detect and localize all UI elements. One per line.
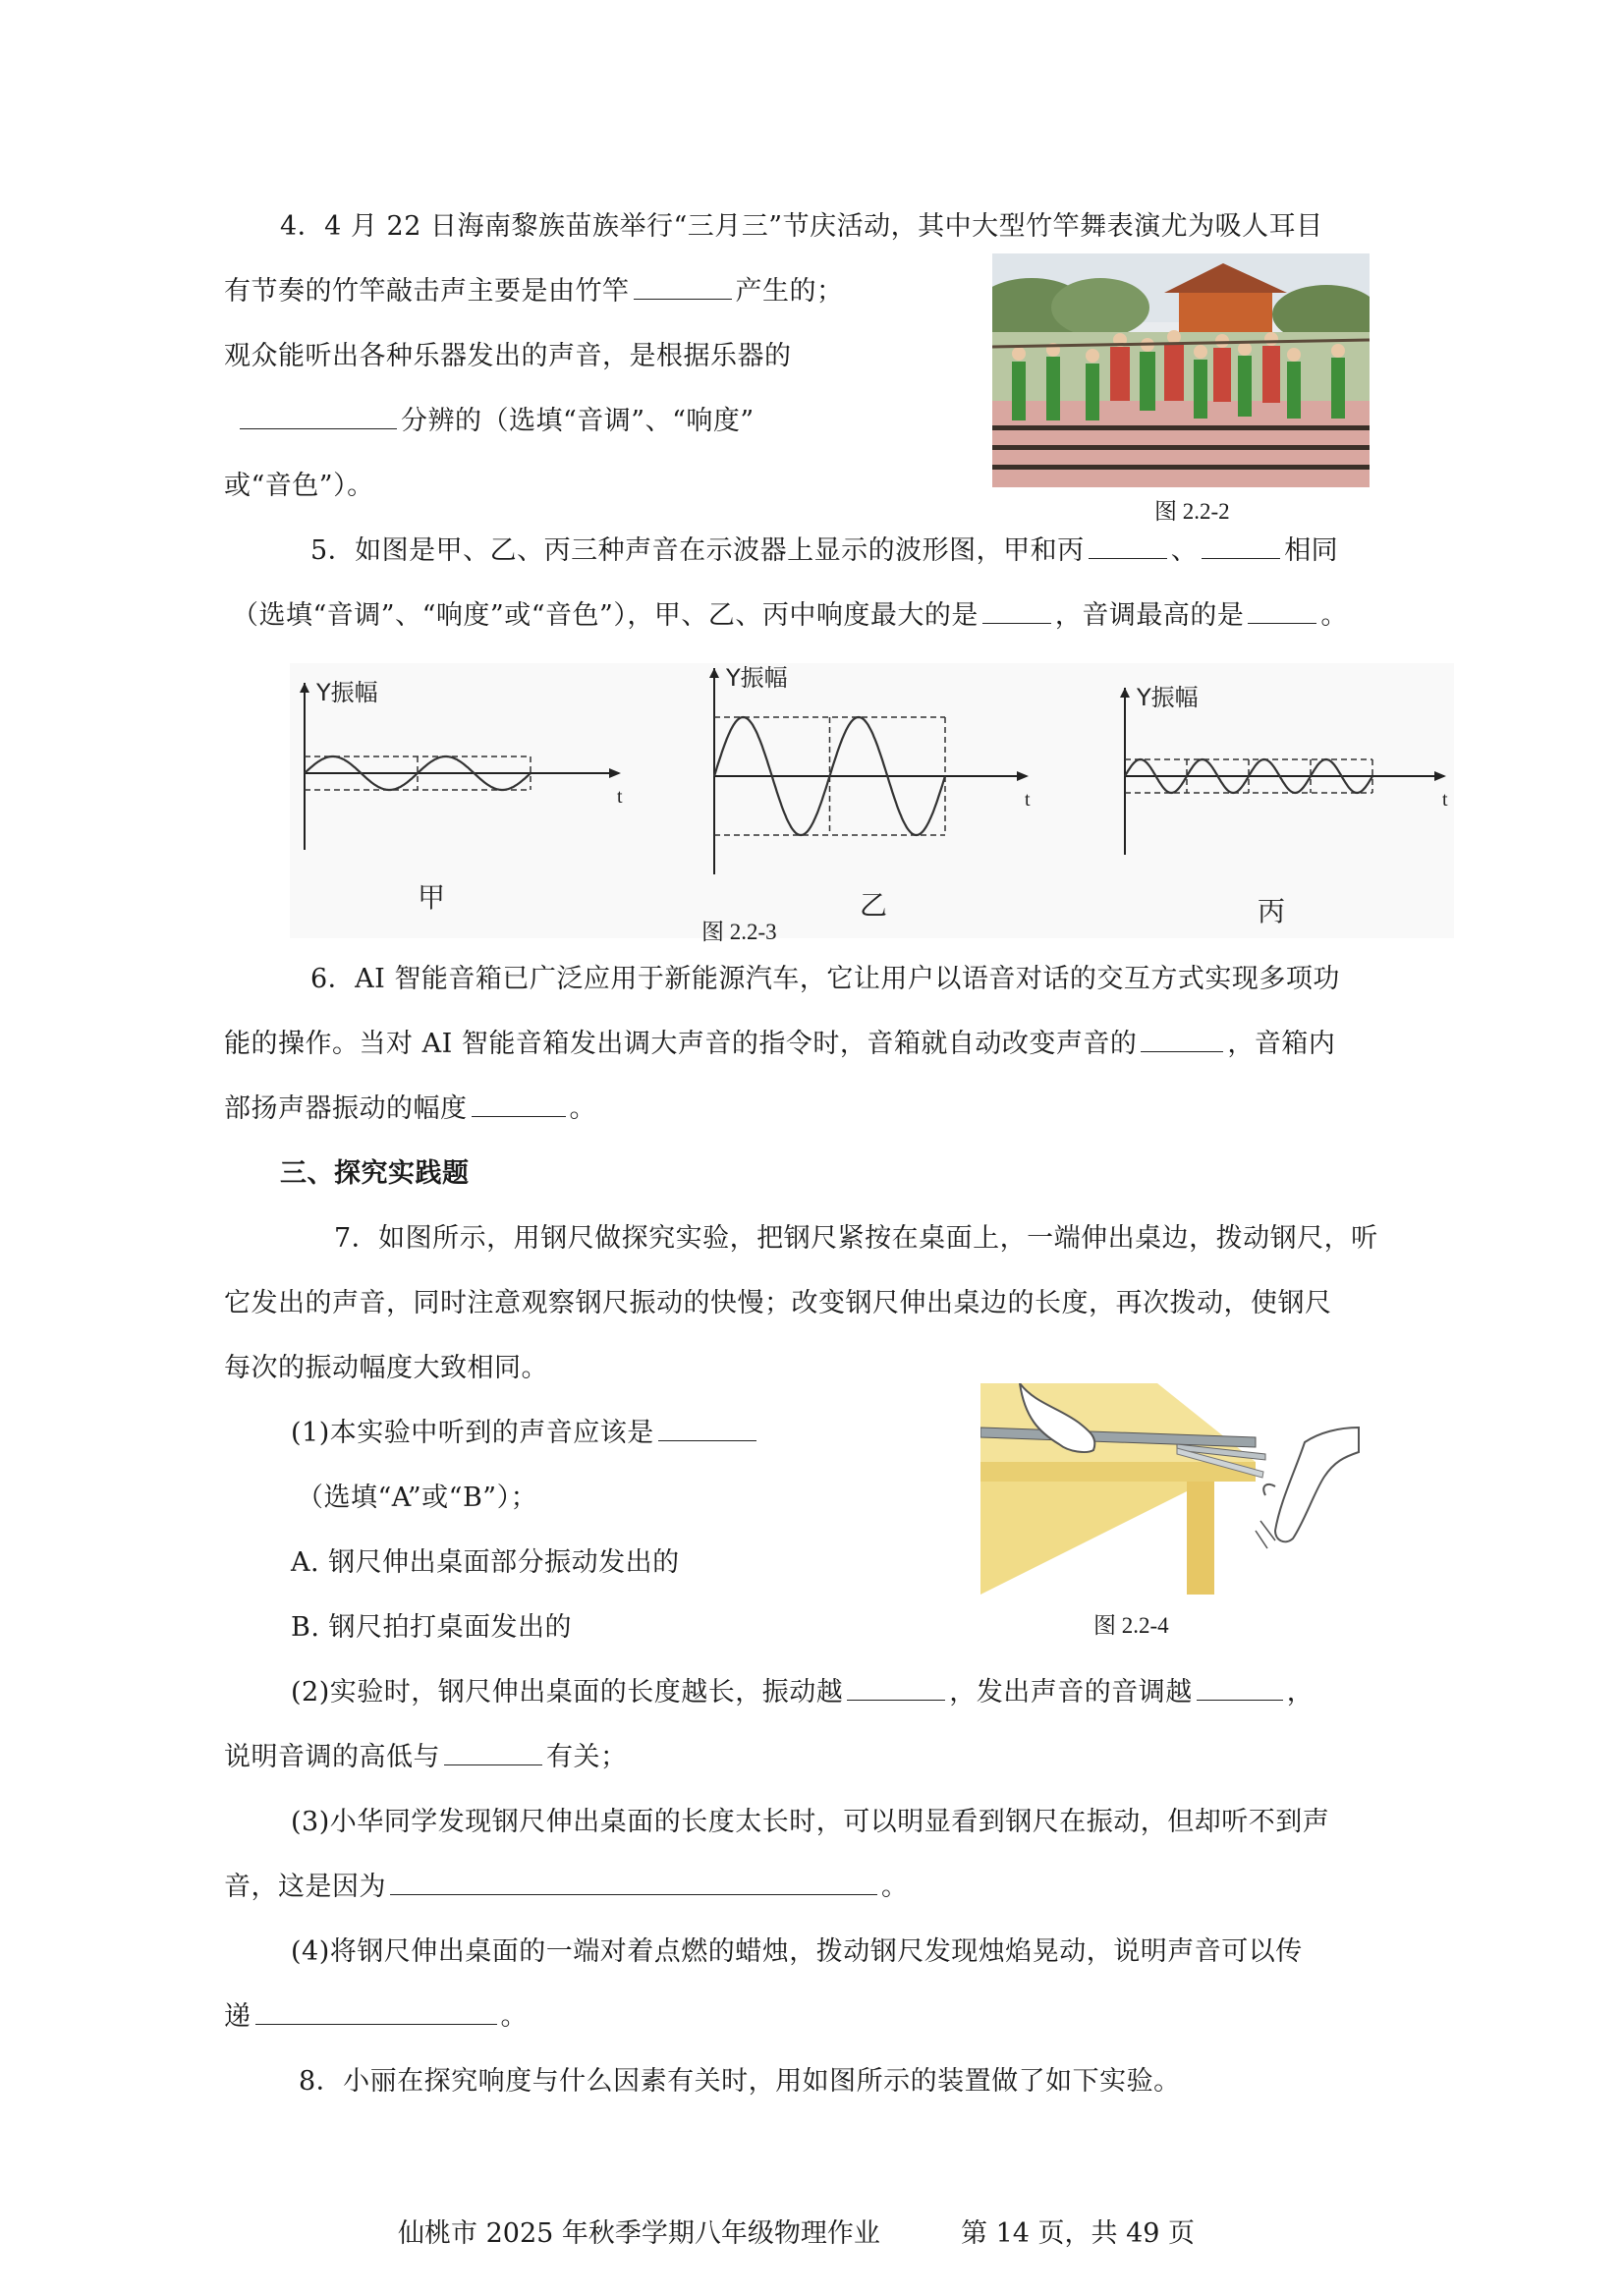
answer-blank[interactable] xyxy=(472,1092,566,1117)
t-axis-label: t xyxy=(1025,789,1031,811)
q4-line4: 分辨的（选填“音调”、“响度” xyxy=(236,405,755,438)
y-axis-arrow xyxy=(300,683,309,693)
q4-line1: 4．4 月 22 日海南黎族苗族举行“三月三”节庆活动，其中大型竹竿舞表演尤为吸人耳目 xyxy=(280,211,1323,242)
q5-line1: 5．如图是甲、乙、丙三种声音在示波器上显示的波形图，甲和丙 、 相同 xyxy=(310,535,1339,566)
q4-line5: 或“音色”）。 xyxy=(224,471,374,501)
q7-line1: 7．如图所示，用钢尺做探究实验，把钢尺紧按在桌面上，一端伸出桌边，拨动钢尺，听 xyxy=(334,1223,1378,1254)
figure-caption: 图 2.2-3 xyxy=(701,920,777,944)
section-title: 三、探究实践题 xyxy=(280,1158,470,1189)
y-axis-arrow xyxy=(1120,688,1130,698)
q7-part2-cont: 说明音调的高低与 有关； xyxy=(224,1742,628,1772)
footer-title: 仙桃市 2025 年秋季学期八年级物理作业 xyxy=(398,2218,880,2249)
x-axis-arrow xyxy=(1434,771,1446,781)
answer-blank[interactable] xyxy=(255,2000,497,2025)
waveform-svg xyxy=(290,663,1454,938)
y-axis-label: Y振幅 xyxy=(316,679,378,706)
figure-caption: 图 2.2-2 xyxy=(1154,499,1230,524)
bamboo-dance-photo xyxy=(992,253,1370,487)
q4-line2: 有节奏的竹竿敲击声主要是由竹竿 产生的； xyxy=(224,276,844,307)
answer-blank[interactable] xyxy=(847,1676,945,1701)
answer-blank[interactable] xyxy=(658,1417,756,1441)
q6-line1: 6．AI 智能音箱已广泛应用于新能源汽车，它让用户以语音对话的交互方式实现多项功 xyxy=(310,964,1340,994)
q7-part1: (1)本实验中听到的声音应该是 xyxy=(291,1417,760,1450)
y-axis-arrow xyxy=(709,668,719,678)
answer-blank[interactable] xyxy=(240,405,397,429)
y-axis-label: Y振幅 xyxy=(726,664,788,692)
answer-blank[interactable] xyxy=(1248,599,1316,624)
q7-part2: (2)实验时，钢尺伸出桌面的长度越长，振动越 ，发出声音的音调越 ， xyxy=(291,1677,1315,1708)
t-axis-label: t xyxy=(1442,789,1448,811)
x-axis-arrow xyxy=(609,768,621,778)
q8-line1: 8．小丽在探究响度与什么因素有关时，用如图所示的装置做了如下实验。 xyxy=(299,2066,1181,2097)
y-axis-label: Y振幅 xyxy=(1137,684,1199,711)
q7-part3-cont: 音，这是因为 。 xyxy=(224,1872,909,1902)
answer-blank[interactable] xyxy=(1202,534,1280,559)
q4-line3: 观众能听出各种乐器发出的声音，是根据乐器的 xyxy=(224,341,792,371)
q7-part4: (4)将钢尺伸出桌面的一端对着点燃的蜡烛，拨动钢尺发现烛焰晃动，说明声音可以传 xyxy=(291,1936,1303,1967)
answer-blank[interactable] xyxy=(634,275,732,300)
t-axis-label: t xyxy=(617,786,623,808)
page-number: 第 14 页，共 49 页 xyxy=(961,2218,1196,2249)
answer-blank[interactable] xyxy=(390,1871,877,1895)
answer-blank[interactable] xyxy=(982,599,1051,624)
waveform-name-label: 乙 xyxy=(860,889,888,922)
q7-line3: 每次的振动幅度大致相同。 xyxy=(224,1353,548,1383)
q6-line2: 能的操作。当对 AI 智能音箱发出调大声音的指令时，音箱就自动改变声音的 ，音箱内 xyxy=(224,1029,1336,1059)
q6-line3: 部扬声器振动的幅度 。 xyxy=(224,1093,596,1124)
q7-option-b: B. 钢尺拍打桌面发出的 xyxy=(291,1612,573,1643)
q7-line2: 它发出的声音，同时注意观察钢尺振动的快慢；改变钢尺伸出桌边的长度，再次拨动，使钢尺 xyxy=(224,1288,1332,1318)
q5-line2: （选填“音调”、“响度”或“音色”），甲、乙、丙中响度最大的是 ，音调最高的是 。 xyxy=(232,600,1348,631)
q7-option-a: A. 钢尺伸出桌面部分振动发出的 xyxy=(291,1547,680,1578)
answer-blank[interactable] xyxy=(444,1741,542,1765)
q7-part3: (3)小华同学发现钢尺伸出桌面的长度太长时，可以明显看到钢尺在振动，但却听不到声 xyxy=(291,1807,1330,1837)
answer-blank[interactable] xyxy=(1197,1676,1283,1701)
q7-part1-hint: （选填“A”或“B”）； xyxy=(297,1483,538,1513)
answer-blank[interactable] xyxy=(1141,1028,1223,1052)
figure-caption: 图 2.2-4 xyxy=(1093,1613,1169,1638)
steel-ruler-illustration xyxy=(980,1383,1364,1595)
x-axis-arrow xyxy=(1017,771,1029,781)
waveform-figure xyxy=(290,663,1454,938)
q7-part4-cont: 递 。 xyxy=(224,2001,528,2032)
waveform-name-label: 甲 xyxy=(418,881,446,914)
answer-blank[interactable] xyxy=(1089,534,1167,559)
waveform-name-label: 丙 xyxy=(1258,895,1286,927)
